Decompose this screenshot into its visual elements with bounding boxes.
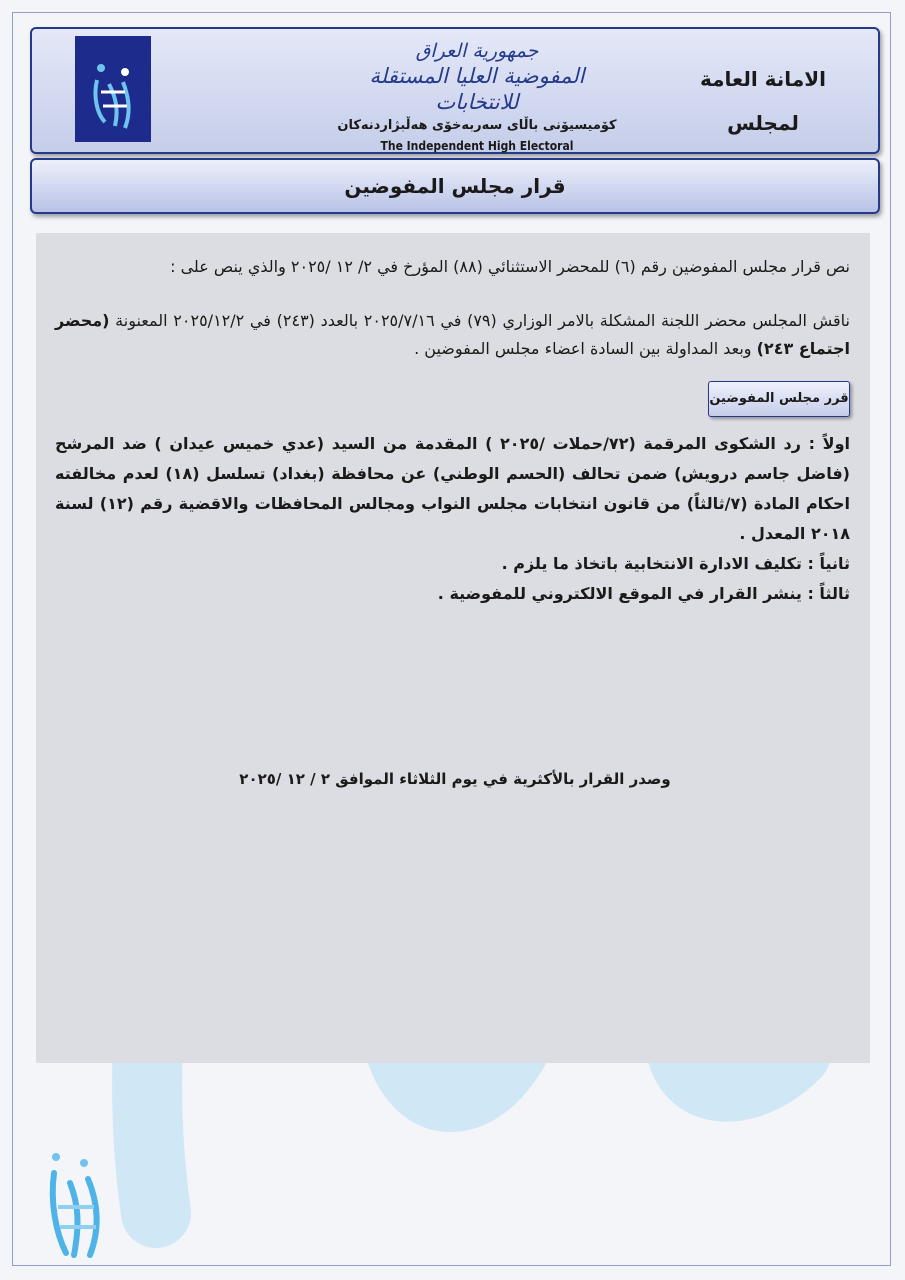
page-title: قرار مجلس المفوضين	[344, 174, 566, 198]
secretariat-line2: لمجلس	[727, 111, 799, 135]
discussion-paragraph	[55, 307, 850, 363]
intro-paragraph: نص قرار مجلس المفوضين رقم (٦) للمحضر الاستثنائي (٨٨) المؤرخ في ٢/ ١٢ /٢٠٢٥ والذي ينص على :	[170, 257, 850, 276]
discussion-bold: (محضر اجتماع ٢٤٣)	[55, 311, 850, 358]
country-name: جمهورية العراق	[415, 40, 539, 62]
commission-name-arabic: المفوضية العليا المستقلة للانتخابات	[369, 64, 585, 114]
header-banner	[30, 27, 880, 154]
discussion-text-a: ناقش المجلس محضر اللجنة المشكلة بالامر الوزاري (٧٩) في ٢٠٢٥/٧/١٦ بالعدد (٢٤٣) في ٢٠٢٥/١٢/٢ المعنونة	[109, 311, 851, 330]
discussion-text-b: وبعد المداولة بين السادة اعضاء مجلس المفوضين .	[414, 339, 757, 358]
title-banner	[30, 158, 880, 214]
ihec-logo-icon	[44, 1143, 108, 1263]
decision-third: ثالثاً : ينشر القرار في الموقع الالكتروني للمفوضية .	[437, 584, 850, 603]
secretariat-line1: الامانة العامة	[700, 67, 826, 91]
decision-label-box: قرر مجلس المفوضين	[708, 381, 850, 417]
commission-name-block	[332, 39, 622, 173]
decision-body	[55, 253, 850, 609]
commission-name-kurdish: کۆمیسیۆنی باڵای سەربەخۆی هەڵبژاردنەکان	[337, 118, 617, 133]
commission-name-english: The Independent High Electoral	[380, 139, 574, 153]
ihec-logo-icon	[75, 36, 151, 142]
issued-statement: وصدر القرار بالأكثرية في يوم الثلاثاء الموافق ٢ / ١٢ /٢٠٢٥	[239, 770, 671, 788]
decision-first: اولاً : رد الشكوى المرقمة (٧٢/حملات /٢٠٢٥ ) المقدمة من السيد (عدي خميس عيدان ) ضد المرشح (فاضل جاسم درويش) ضمن تحالف (الحسم الوطني) عن محافظة (بغداد) تسلسل (١٨) لعدم مخالفته احكام المادة (٧/ثالثاً) من قانون انتخابات مجلس النواب ومجالس المحافظات والاقضية رقم (١٢) لسنة ٢٠١٨ المعدل .	[55, 434, 851, 543]
decision-second: ثانياً : تكليف الادارة الانتخابية باتخاذ ما يلزم .	[501, 554, 850, 573]
